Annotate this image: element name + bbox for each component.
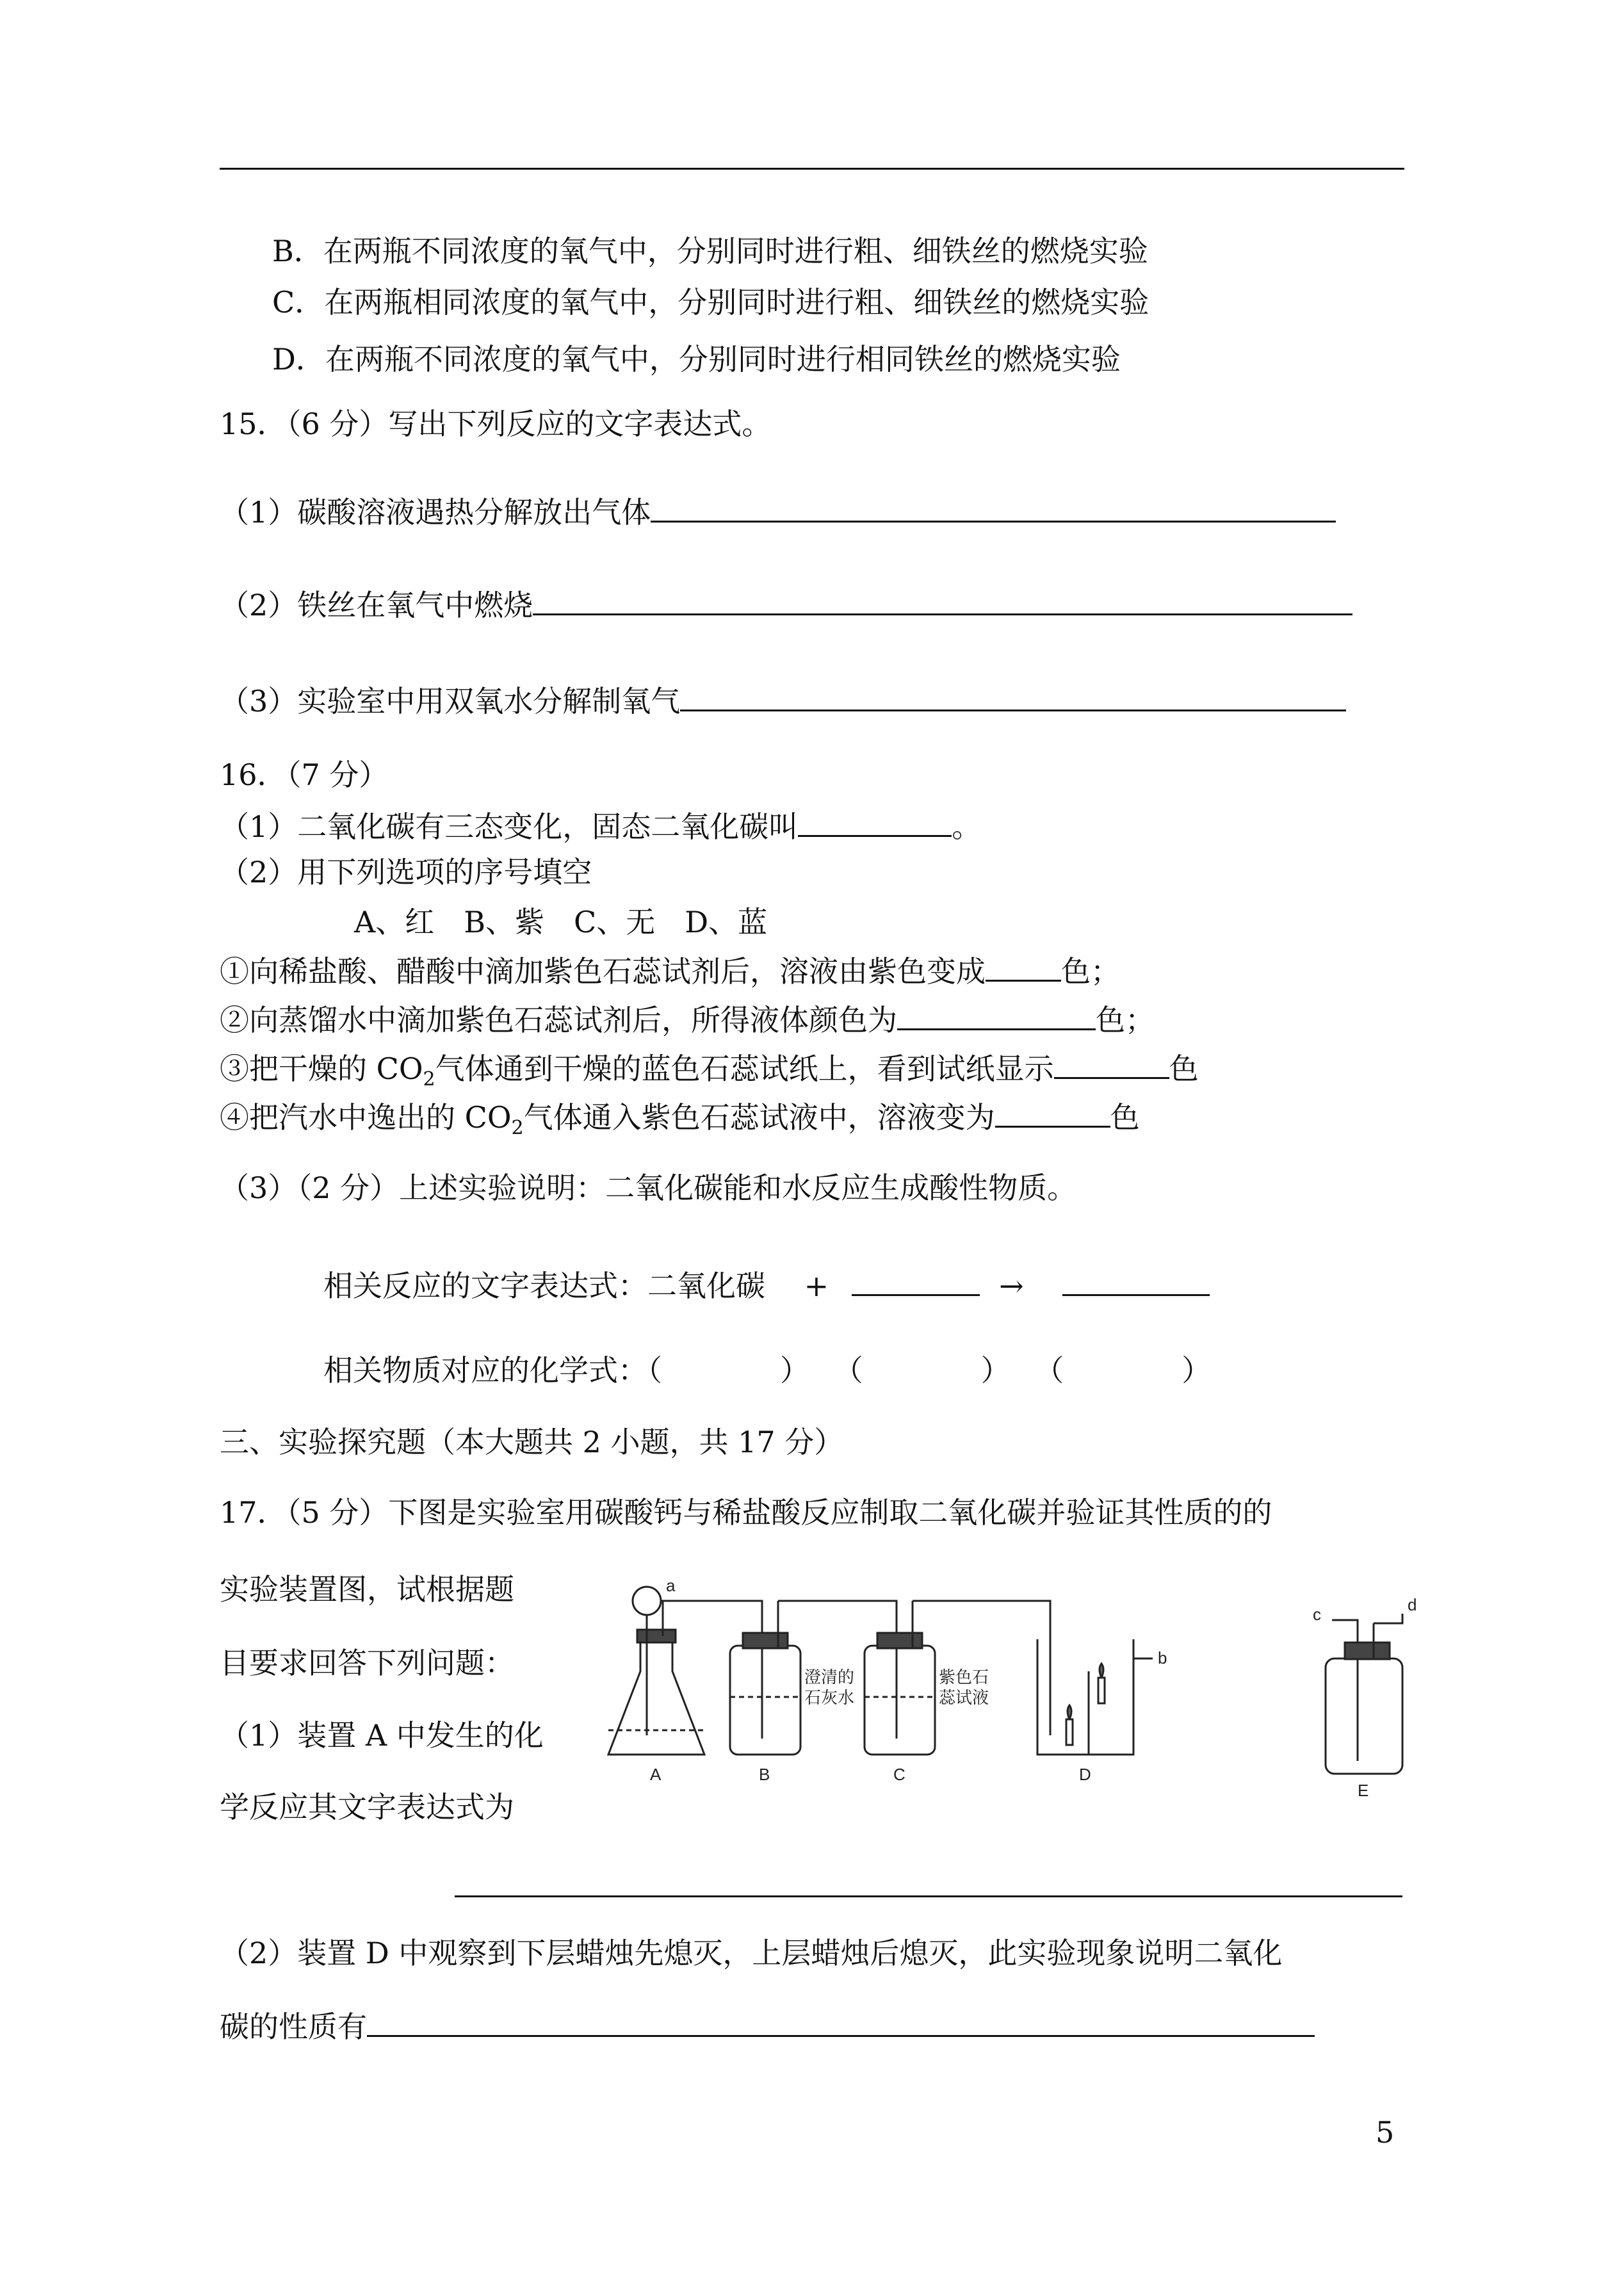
stopper-b xyxy=(743,1633,788,1648)
stopper-a xyxy=(637,1630,676,1642)
bottle-e xyxy=(1326,1658,1402,1774)
funnel-a xyxy=(633,1587,661,1615)
bottle-c xyxy=(865,1646,935,1755)
equation-text: 相关反应的文字表达式：二氧化碳 + xyxy=(323,1269,829,1303)
section-title: 三、实验探究题（本大题共 2 小题，共 17 分） xyxy=(220,1425,844,1459)
q16-part1 xyxy=(220,806,981,846)
stopper-e xyxy=(1345,1642,1390,1659)
q16-part2: （2）用下列选项的序号填空 xyxy=(220,855,592,889)
q15-part2 xyxy=(220,584,1352,624)
q16-part1-text: （1）二氧化碳有三态变化，固态二氧化碳叫 xyxy=(220,809,799,844)
beaker-d xyxy=(1037,1639,1133,1755)
q16-item1-text: ①向稀盐酸、醋酸中滴加紫色石蕊试剂后，溶液由紫色变成 xyxy=(220,954,986,989)
q17-part2b-text: 碳的性质有 xyxy=(220,2009,367,2044)
q16-item4-end: 色 xyxy=(1110,1100,1140,1135)
label-a: a xyxy=(666,1576,676,1595)
reaction-arrow: → xyxy=(999,1269,1024,1303)
candle-upper xyxy=(1098,1678,1105,1703)
stopper-c xyxy=(877,1633,922,1648)
q16-choices: A、红 B、紫 C、无 D、蓝 xyxy=(354,905,768,939)
answer-blank[interactable] xyxy=(798,806,952,837)
tube-bc xyxy=(778,1601,897,1636)
tube-ab xyxy=(663,1601,762,1636)
answer-blank[interactable] xyxy=(367,2006,1315,2037)
q17-part2b xyxy=(220,2006,1315,2046)
label-d: d xyxy=(1408,1595,1417,1614)
q16-title: 16．（7 分） xyxy=(220,758,389,792)
q16-part1-end: 。 xyxy=(952,809,982,844)
answer-blank[interactable] xyxy=(1062,1265,1210,1296)
q16-item2 xyxy=(220,999,1155,1039)
q16-item4-text2: 气体通入紫色石蕊试液中，溶液变为 xyxy=(523,1100,995,1135)
answer-blank[interactable] xyxy=(533,584,1352,615)
option-b: B．在两瓶不同浓度的氧气中，分别同时进行粗、细铁丝的燃烧实验 xyxy=(272,234,1148,268)
subscript: 2 xyxy=(511,1117,524,1140)
q16-item1-end: 色； xyxy=(1061,954,1120,989)
q17-line2: 目要求回答下列问题： xyxy=(220,1646,514,1680)
label-big-e: E xyxy=(1358,1781,1369,1799)
candle-lower xyxy=(1066,1719,1073,1745)
answer-blank[interactable] xyxy=(852,1265,980,1296)
label-b: b xyxy=(1158,1648,1167,1667)
q15-title: 15．（6 分）写出下列反应的文字表达式。 xyxy=(220,407,772,441)
q15-part3-text: （3）实验室中用双氧水分解制氧气 xyxy=(220,684,681,718)
q17-part2: （2）装置 D 中观察到下层蜡烛先熄灭，上层蜡烛后熄灭，此实验现象说明二氧化 xyxy=(220,1936,1283,1970)
q15-part1 xyxy=(220,491,1336,531)
apparatus-figure xyxy=(602,1562,1543,1799)
q16-item4-text: ④把汽水中逸出的 CO xyxy=(220,1100,512,1135)
label-big-c: C xyxy=(893,1765,905,1784)
q16-item3-end: 色 xyxy=(1169,1051,1199,1086)
q16-item3 xyxy=(220,1048,1199,1099)
q16-item1 xyxy=(220,950,1120,991)
q17-line1: 实验装置图，试根据题 xyxy=(220,1572,514,1607)
label-limewater-2: 石灰水 xyxy=(804,1688,855,1707)
page-number: 5 xyxy=(1376,2115,1395,2150)
answer-blank[interactable] xyxy=(986,950,1061,982)
label-big-a: A xyxy=(650,1765,662,1784)
answer-blank[interactable] xyxy=(455,1895,1402,1897)
option-d: D．在两瓶不同浓度的氧气中，分别同时进行相同铁丝的燃烧实验 xyxy=(272,342,1121,377)
subscript: 2 xyxy=(423,1068,435,1091)
header-rule xyxy=(220,168,1404,170)
q16-item4 xyxy=(220,1096,1140,1148)
q16-item3-text2: 气体通到干燥的蓝色石蕊试纸上，看到试纸显示 xyxy=(435,1051,1054,1086)
q15-part1-text: （1）碳酸溶液遇热分解放出气体 xyxy=(220,495,651,530)
q15-part3 xyxy=(220,680,1346,720)
option-c: C．在两瓶相同浓度的氧气中，分别同时进行粗、细铁丝的燃烧实验 xyxy=(272,285,1149,320)
label-limewater-1: 澄清的 xyxy=(804,1667,855,1687)
label-big-b: B xyxy=(759,1765,770,1784)
answer-blank[interactable] xyxy=(1054,1048,1169,1079)
q16-formula: 相关物质对应的化学式：（ ） （ ） （ ） xyxy=(323,1353,1212,1388)
q16-item2-end: 色； xyxy=(1096,1003,1155,1037)
q16-item3-text: ③把干燥的 CO xyxy=(220,1051,423,1086)
q17-line3: （1）装置 A 中发生的化 xyxy=(220,1718,544,1753)
q16-equation xyxy=(323,1265,1210,1305)
bottle-b xyxy=(730,1646,800,1755)
label-litmus-2: 蕊试液 xyxy=(939,1688,989,1707)
answer-blank[interactable] xyxy=(897,999,1096,1030)
q16-item2-text: ②向蒸馏水中滴加紫色石蕊试剂后，所得液体颜色为 xyxy=(220,1003,897,1037)
answer-blank[interactable] xyxy=(680,680,1346,711)
answer-blank[interactable] xyxy=(995,1096,1110,1128)
label-litmus-1: 紫色石 xyxy=(939,1667,989,1687)
q16-part3: （3）（2 分）上述实验说明：二氧化碳能和水反应生成酸性物质。 xyxy=(220,1171,1077,1205)
label-big-d: D xyxy=(1079,1765,1091,1784)
answer-blank[interactable] xyxy=(651,491,1336,523)
flask-a xyxy=(608,1639,704,1755)
q15-part2-text: （2）铁丝在氧气中燃烧 xyxy=(220,588,533,622)
q17-line4: 学反应其文字表达式为 xyxy=(220,1790,514,1824)
label-c: c xyxy=(1313,1605,1321,1624)
q17-title: 17．（5 分）下图是实验室用碳酸钙与稀盐酸反应制取二氧化碳并验证其性质的的 xyxy=(220,1495,1272,1530)
